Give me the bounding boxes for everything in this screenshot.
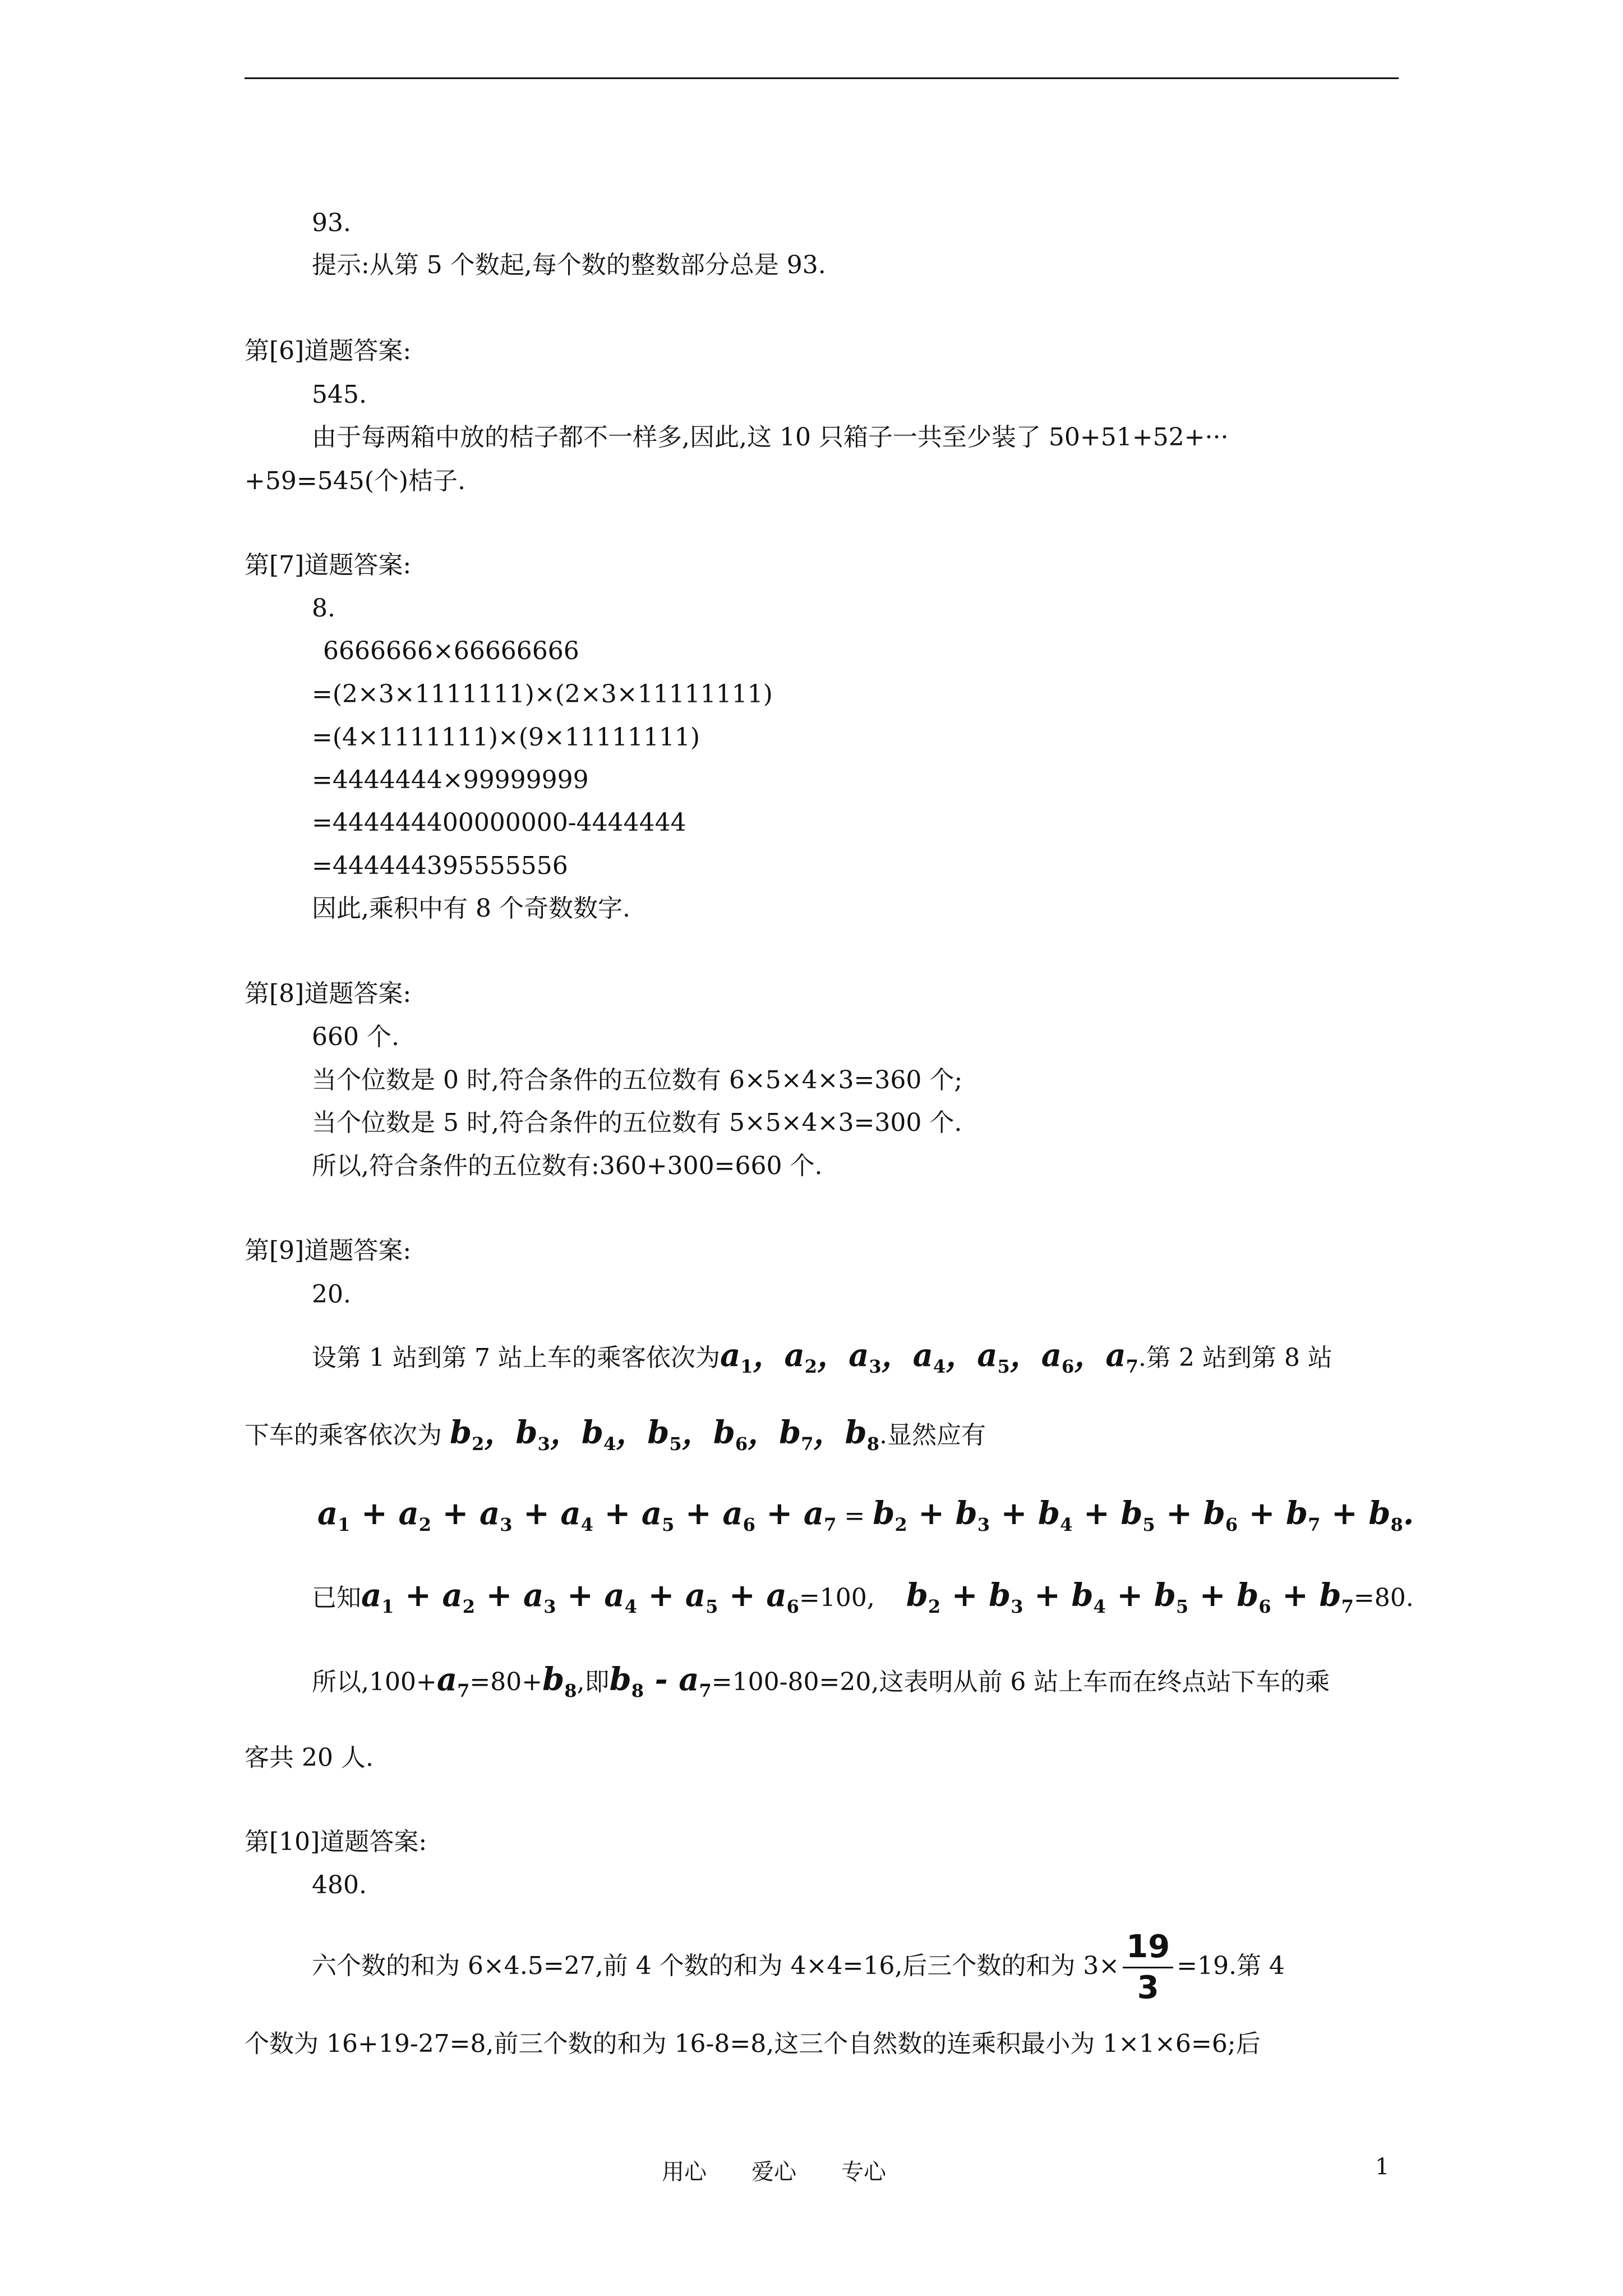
answer-8: 660 个. [312, 1023, 399, 1051]
question-9-heading: 第[9]道题答案: [245, 1236, 412, 1265]
fraction: $\frac{19}{3}$ [1123, 1927, 1173, 2008]
calc-line: =444444400000000-4444444 [312, 808, 686, 837]
question-7-heading: 第[7]道题答案: [245, 551, 412, 579]
page-number: 1 [1375, 2154, 1390, 2180]
question-10-heading: 第[10]道题答案: [245, 1828, 427, 1856]
answer-7: 8. [312, 594, 335, 623]
calc-line: =444444395555556 [312, 852, 568, 880]
answer-9-derivation-cont: 客共 20 人. [245, 1743, 374, 1772]
answer-10-line-1: 六个数的和为 6×4.5=27,前 4 个数的和为 4×4=16,后三个数的和为 3× $\frac{19}{3}$ =19.第 4 [312, 1927, 1285, 2008]
calc-line: =(2×3×1111111)×(2×3×11111111) [312, 680, 773, 708]
answer-8-total: 所以,符合条件的五位数有:360+300=660 个. [312, 1152, 823, 1180]
question-8-heading: 第[8]道题答案: [245, 979, 412, 1008]
answer-10: 480. [312, 1871, 367, 1899]
header-rule [245, 77, 1399, 79]
text-line: 93. [312, 209, 351, 237]
answer-6-explanation-cont: +59=545(个)桔子. [245, 467, 466, 495]
answer-8-case-0: 当个位数是 0 时,符合条件的五位数有 6×5×4×3=360 个; [312, 1066, 963, 1094]
calc-line: 6666666×66666666 [323, 637, 579, 665]
answer-6: 545. [312, 380, 367, 409]
answer-10-line-2: 个数为 16+19-27=8,前三个数的和为 16-8=8,这三个自然数的连乘积最小为 1×1×6=6;后 [245, 2030, 1261, 2058]
answer-7-conclusion: 因此,乘积中有 8 个奇数数字. [312, 894, 630, 923]
answer-9: 20. [312, 1280, 351, 1309]
answer-9-setup: 设第 1 站到第 7 站上车的乘客依次为$a_1$，$a_2$，$a_3$，$a_4$，$a_5$，$a_6$，$a_7$.第 2 站到第 8 站 [312, 1337, 1332, 1377]
calc-line: =(4×1111111)×(9×11111111) [312, 723, 700, 752]
question-6-heading: 第[6]道题答案: [245, 337, 412, 365]
answer-9-known: 已知$a_1 + a_2 + a_3 + a_4 + a_5 + a_6=100$, $b_2 + b_3 + b_4 + b_5 + b_6 + b_7=80$. [312, 1577, 1414, 1617]
answer-6-explanation: 由于每两箱中放的桔子都不一样多,因此,这 10 只箱子一共至少装了 50+51+52+··· [312, 423, 1229, 452]
answer-8-case-5: 当个位数是 5 时,符合条件的五位数有 5×5×4×3=300 个. [312, 1108, 962, 1137]
answer-9-equation: $a_1 + a_2 + a_3 + a_4 + a_5 + a_6 + a_7 = b_2 + b_3 + b_4 + b_5 + b_6 + b_7 + b_8$. [317, 1495, 1414, 1535]
hint-line: 提示:从第 5 个数起,每个数的整数部分总是 93. [312, 251, 826, 279]
calc-line: =4444444×99999999 [312, 766, 589, 794]
answer-9-setup-cont: 下车的乘客依次为 $b_2$，$b_3$，$b_4$，$b_5$，$b_6$，$b_7$，$b_8$.显然应有 [245, 1414, 986, 1455]
answer-9-derivation: 所以$,100+a_7=80+b_8$,即$b_8 - a_7=100-80=20$,这表明从前 6 站上车而在终点站下车的乘 [312, 1661, 1330, 1701]
footer-motto: 用心 爱心 专心 [662, 2159, 886, 2185]
